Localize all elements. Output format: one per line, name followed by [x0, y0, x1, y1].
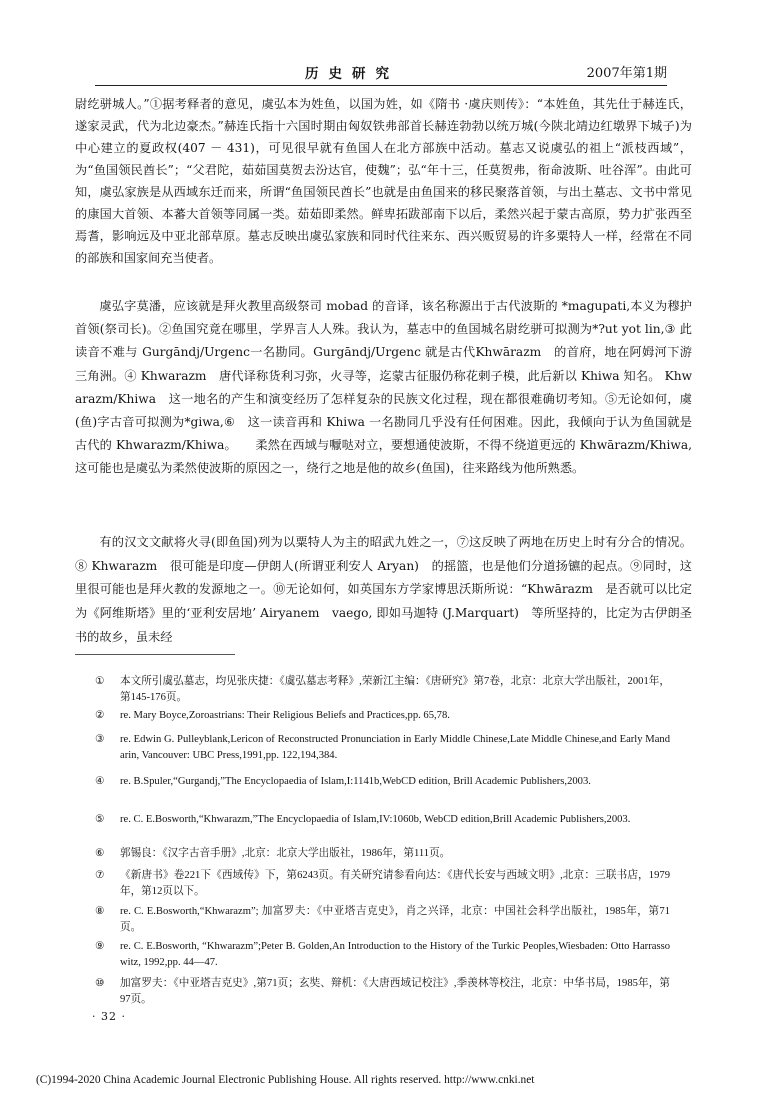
body-paragraph-2: 虞弘字莫潘，应该就是拜火教里高级祭司 mobad 的音译，该名称源出于古代波斯的 *magupati,本义为穆护首领(祭司长)。②鱼国究竟在哪里，学界言人人殊。我认为，墓志中的鱼国城名尉纥骈可拟测为*?ut yot lin,③ 此读音不难与 Gurgāndj/Urgenc一名勘同。Gurgāndj/Urgenc 就是古代Khwārazm 的首府，地在阿姆河下游三角洲。④ Khwarazm 唐代译称货利习弥，火寻等，迄蒙古征服仍称花剌子模，此后新以 Khiwa 知名。 Khwarazm/Khiwa 这一地名的产生和演变经历了怎样复杂的民族文化过程，现在都很难确切考知。⑤无论如何，虞(鱼)字古音可拟测为*giwa,⑥ 这一读音再和 Khiwa 一名勘同几乎没有任何困难。因此，我倾向于认为鱼国就是古代的 Khwarazm/Khiwa。 柔然在西域与嚈哒对立，要想通使波斯，不得不绕道更远的 Khwārazm/Khiwa, 这可能也是虞弘为柔然使波斯的原因之一，绕行之地是他的故乡(鱼国)，往来路线为他所熟悉。 [75, 299, 717, 476]
copyright-notice: (C)1994-2020 China Academic Journal Electronic Publishing House. All rights reserved. http://www.cnki.net [36, 1074, 535, 1086]
running-header [95, 60, 667, 82]
footnote [95, 708, 670, 732]
footnote-list [95, 674, 670, 1010]
footnote [95, 976, 670, 1010]
footnote-mark: ⑩ [95, 978, 105, 989]
issue-label: 2007年第1期 [586, 66, 667, 81]
footnote [95, 904, 670, 939]
footnote [95, 868, 670, 904]
footnote-rule [75, 654, 235, 655]
footnote [95, 774, 670, 812]
footnote-text: re. C. E.Bosworth, “Khwarazm”;Peter B. Golden,An Introduction to the History of the Turkic Peoples,Wiesbaden: Otto Harrassowitz, 1992,pp. 44—47. [120, 941, 670, 968]
footnote-text: re. C. E.Bosworth,“Khwarazm”; 加富罗夫：《中亚塔吉克史》，肖之兴译，北京：中国社会科学出版社，1985年，第71页。 [120, 906, 670, 933]
footnote-mark: ⑤ [95, 814, 105, 825]
footnote-mark: ② [95, 710, 105, 721]
footnote [95, 732, 670, 774]
footnote-mark: ① [95, 676, 105, 687]
footnote-text: re. C. E.Bosworth,“Khwarazm,”The Encyclopaedia of Islam,IV:1060b, WebCD edition,Brill Academic Publishers,2003. [120, 814, 631, 825]
footnote-text: 加富罗夫：《中亚塔吉克史》,第71页；玄奘、辩机：《大唐西域记校注》,季羡林等校注，北京：中华书局，1985年，第97页。 [120, 978, 670, 1005]
footnote-mark: ⑥ [95, 848, 105, 859]
footnote-text: 《新唐书》卷221下《西域传》下，第6243页。有关研究请参看向达：《唐代长安与西域文明》,北京：三联书店，1979年，第12页以下。 [120, 870, 670, 897]
footnote-mark: ⑦ [95, 870, 105, 881]
footnote-text: re. Mary Boyce,Zoroastrians: Their Religious Beliefs and Practices,pp. 65,78. [120, 710, 450, 721]
footnote-text: re. B.Spuler,“Gurgandj,”The Encyclopaedia of Islam,I:1141b,WebCD edition, Brill Academic Publishers,2003. [120, 776, 591, 787]
footnote-text: re. Edwin G. Pulleyblank,Lericon of Reconstructed Pronunciation in Early Middle Chinese,Late Middle Chinese,and Early Mandarin, Vancouver: UBC Press,1991,pp. 122,194,384. [120, 734, 670, 761]
footnote [95, 812, 670, 846]
page-number: · 32 · [92, 1010, 126, 1023]
footnote-mark: ③ [95, 734, 105, 745]
footnote-mark: ⑧ [95, 906, 105, 917]
body-paragraph-1: 尉纥骈城人。”①据考释者的意见，虞弘本为姓鱼，以国为姓，如《隋书 ·虞庆则传》：“本姓鱼，其先仕于赫连氏，遂家灵武，代为北边豪杰。”赫连氏指十六国时期由匈奴铁弗部首长赫连勃勃以统万城(今陕北靖边红墩界下城子)为中心建立的夏政权(407 － 431)，可见很早就有鱼国人在北方部族中活动。墓志又说虞弘的祖上“派枝西域”，为“鱼国领民酋长”；“父君陀，茹茹国莫贺去汾达官，使魏”；弘“年十三，任莫贺弗，衔命波斯、吐谷浑”。由此可知，虞弘家族是从西域东迁而来，所谓“鱼国领民酋长”也就是由鱼国来的移民聚落首领，与出土墓志、文书中常见的康国大首领、本蕃大首领等同属一类。茹茹即柔然。鲜卑拓跋部南下以后，柔然兴起于蒙古高原，势力扩张西至焉耆，影响远及中亚北部草原。墓志反映出虞弘家族和同时代往来东、西兴贩贸易的许多粟特人一样，经常在不同的部族和国家间充当使者。 [75, 97, 692, 265]
footnote-text: 郭锡良：《汉字古音手册》,北京：北京大学出版社，1986年，第111页。 [120, 848, 451, 859]
footnote-text: 本文所引虞弘墓志，均见张庆捷：《虞弘墓志考释》,荣新江主编：《唐研究》第7卷，北京：北京大学出版社，2001年，第145-176页。 [120, 676, 670, 703]
footnote [95, 846, 670, 868]
header-rule [95, 85, 667, 86]
footnote [95, 674, 670, 708]
body-paragraph-3: 有的汉文文献将火寻(即鱼国)列为以粟特人为主的昭武九姓之一，⑦这反映了两地在历史上时有分合的情况。⑧ Khwarazm 很可能是印度—伊朗人(所谓亚利安人 Aryan) 的摇篮，也是他们分道扬镳的起点。⑨同时，这里很可能也是拜火教的发源地之一。⑩无论如何，如英国东方学家博思沃斯所说：“Khwārazm 是否就可以比定为《阿维斯塔》里的‘亚利安居地’ Airyanem vaego, 即如马迦特 (J.Marquart) 等所坚持的，比定为古伊朗圣书的故乡，虽未经 [75, 535, 692, 644]
footnote-mark: ④ [95, 776, 105, 787]
footnote [95, 939, 670, 976]
footnote-mark: ⑨ [95, 941, 105, 952]
journal-title: 历史研究 [305, 66, 399, 82]
